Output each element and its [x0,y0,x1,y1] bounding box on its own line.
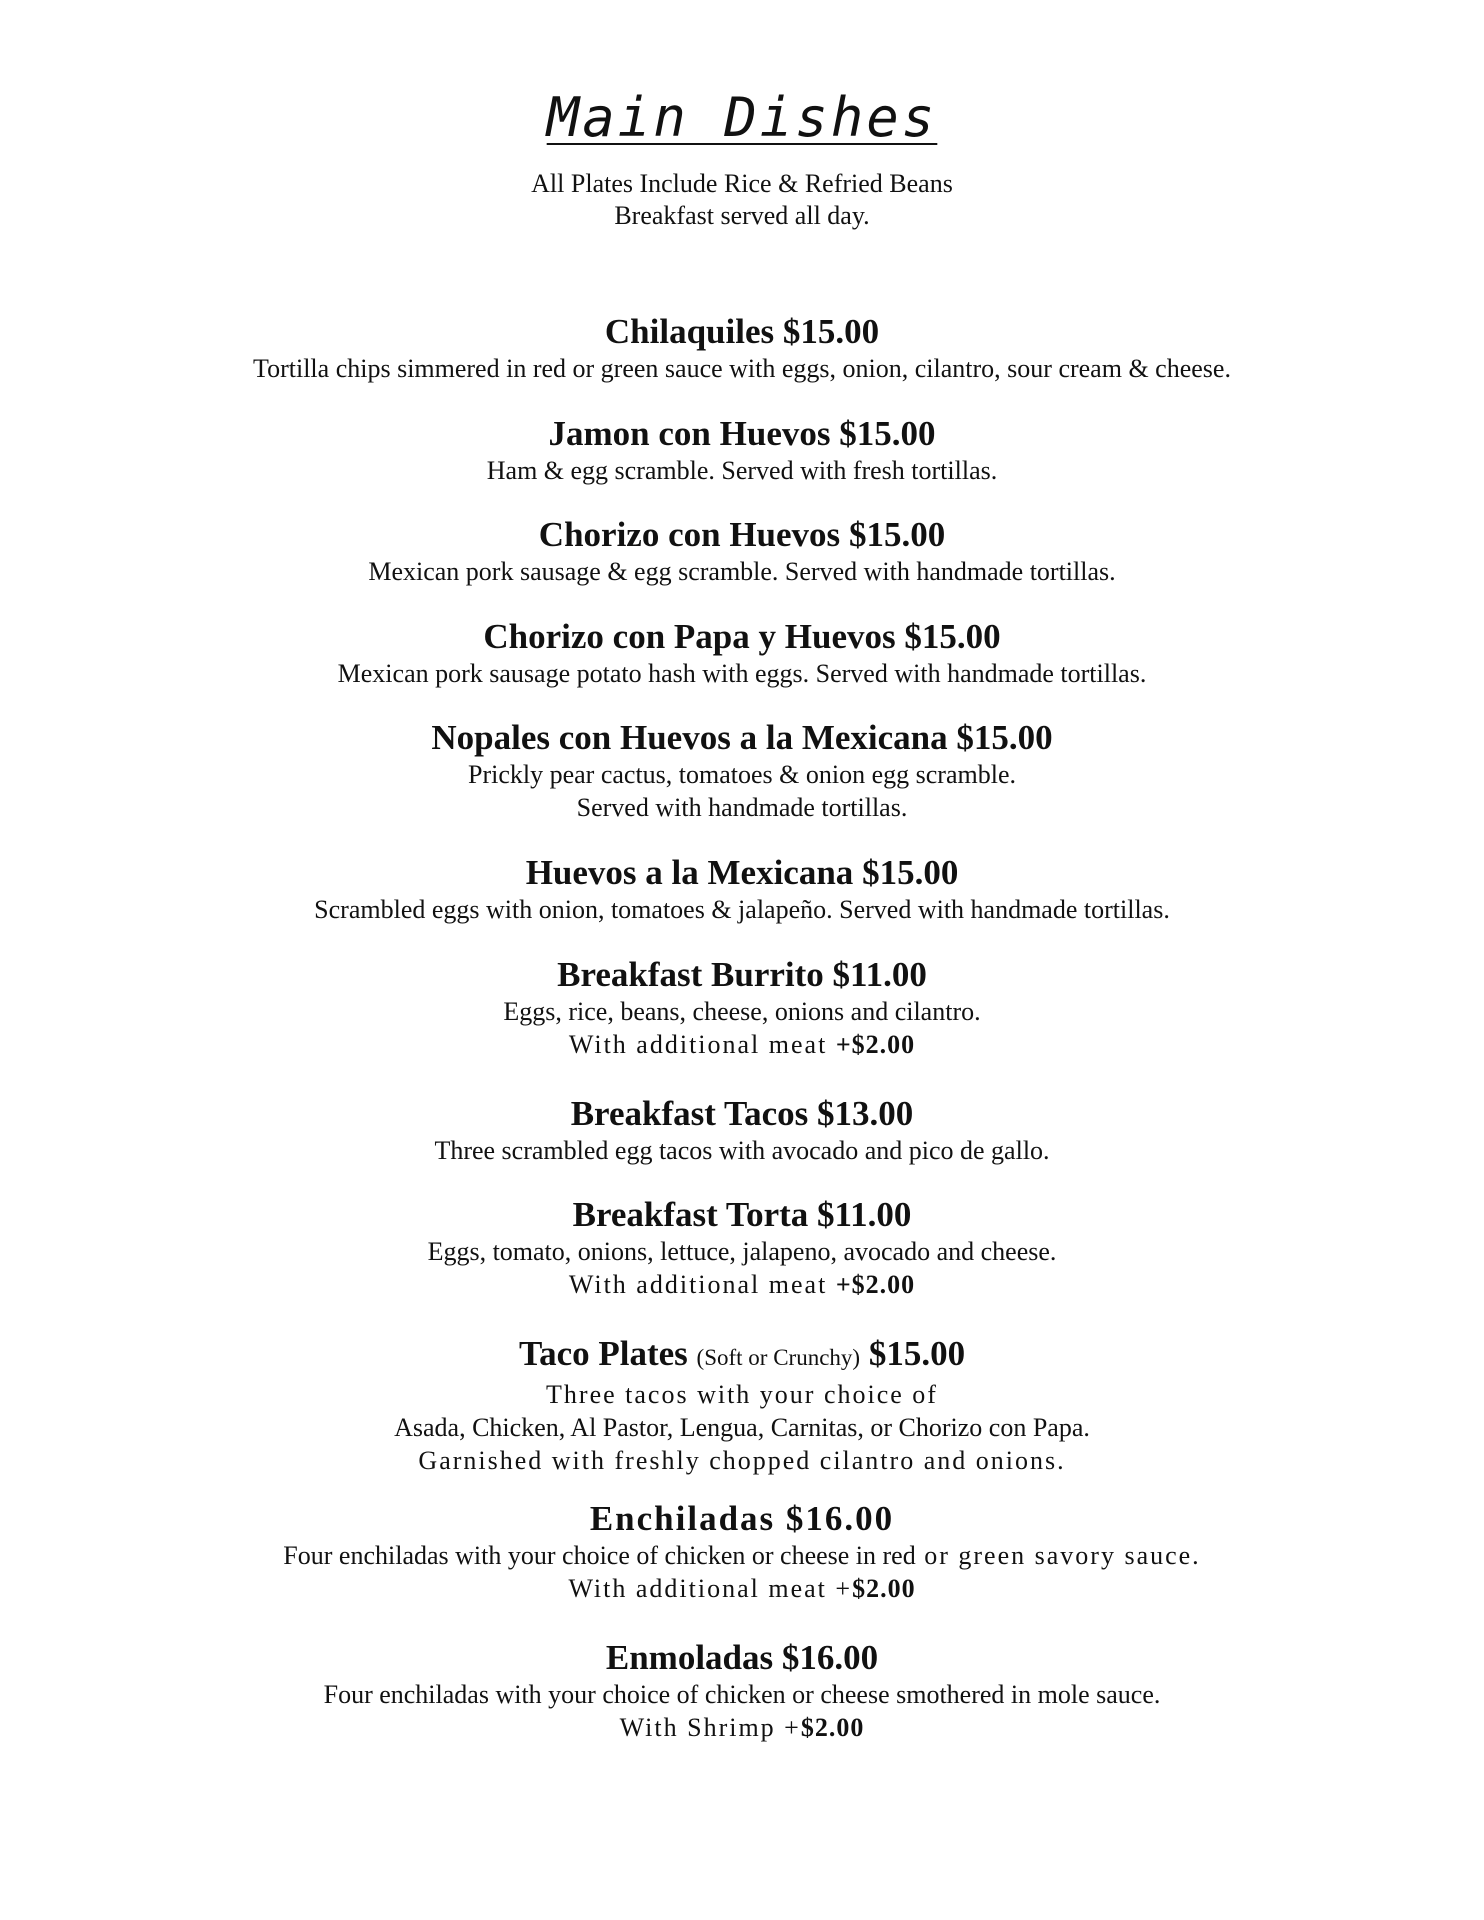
item-name: Nopales con Huevos a la Mexicana [431,718,948,757]
item-name: Taco Plates [518,1334,688,1373]
item-description [0,1539,1484,1572]
item-price: $11.00 [832,955,927,994]
item-price: $15.00 [868,1334,966,1373]
item-description: Eggs, tomato, onions, lettuce, jalapeno, avocado and cheese. [427,1237,1057,1266]
item-price: $11.00 [817,1195,912,1234]
item-name: Chorizo con Huevos [538,515,841,554]
item-extra [0,1711,1484,1744]
item-description: Mexican pork sausage & egg scramble. Served with handmade tortillas. [368,557,1116,586]
item-name: Enchiladas [589,1499,776,1538]
item-name: Enmoladas [605,1638,774,1677]
item-title [0,955,1484,995]
item-price: $15.00 [904,617,1001,656]
extra-label: With Shrimp + [619,1713,801,1742]
menu-item-huevos-a-la-mexicana [0,853,1484,926]
extra-price: +$2.00 [835,1030,916,1059]
menu-item-enchiladas [0,1499,1484,1605]
item-title [0,1638,1484,1678]
item-description-line-1: Three tacos with your choice of [546,1380,938,1409]
item-name: Jamon con Huevos [548,414,831,453]
item-title [0,853,1484,893]
item-title [0,1094,1484,1134]
menu-item-breakfast-tacos [0,1094,1484,1167]
menu-item-enmoladas [0,1638,1484,1744]
item-price: $13.00 [817,1094,914,1133]
item-description: Tortilla chips simmered in red or green sauce with eggs, onion, cilantro, sour cream & cheese. [253,354,1231,383]
item-name: Chorizo con Papa y Huevos [483,617,896,656]
extra-label: With additional meat [568,1030,828,1059]
item-name: Breakfast Torta [572,1195,809,1234]
item-name: Breakfast Burrito [557,955,824,994]
item-title [0,1334,1484,1378]
item-title [0,1195,1484,1235]
item-title [0,515,1484,555]
item-description-line-2: Served with handmade tortillas. [576,793,908,822]
item-title [0,718,1484,758]
item-price: $16.00 [781,1638,879,1677]
menu-item-nopales [0,718,1484,824]
item-description: Three scrambled egg tacos with avocado and pico de gallo. [434,1136,1050,1165]
item-extra [0,1028,1484,1061]
item-price: $15.00 [848,515,946,554]
item-description-line-3: Garnished with freshly chopped cilantro and onions. [418,1446,1066,1475]
item-title [0,617,1484,657]
extra-price: +$2.00 [835,1270,916,1299]
menu-item-chilaquiles [0,312,1484,385]
item-price: $15.00 [862,853,959,892]
menu-item-taco-plates [0,1334,1484,1477]
extra-price: $2.00 [852,1574,916,1603]
item-title [0,1499,1484,1539]
subtitle-includes: All Plates Include Rice & Refried Beans [531,169,953,198]
item-description-line-2: Asada, Chicken, Al Pastor, Lengua, Carnitas, or Chorizo con Papa. [394,1413,1090,1442]
menu-item-chorizo-con-papa [0,617,1484,690]
item-price: $15.00 [956,718,1053,757]
item-price: $15.00 [839,414,936,453]
item-description: Scrambled eggs with onion, tomatoes & jalapeño. Served with handmade tortillas. [314,895,1170,924]
page-title: Main Dishes [546,86,938,149]
item-description: Mexican pork sausage potato hash with eggs. Served with handmade tortillas. [337,659,1147,688]
item-description-part-2: or green savory sauce. [915,1541,1201,1570]
extra-label: With additional meat [568,1270,828,1299]
menu-item-breakfast-torta [0,1195,1484,1301]
item-price: $16.00 [785,1499,895,1538]
item-description: Four enchiladas with your choice of chicken or cheese smothered in mole sauce. [323,1680,1161,1709]
item-name: Breakfast Tacos [570,1094,809,1133]
item-description-part-1: Four enchiladas with your choice of chicken or cheese in red [283,1541,916,1570]
item-description: Eggs, rice, beans, cheese, onions and cilantro. [503,997,981,1026]
item-extra [0,1268,1484,1301]
item-name: Chilaquiles [604,312,775,351]
extra-label: With additional meat + [568,1574,853,1603]
item-description-line-1: Prickly pear cactus, tomatoes & onion egg scramble. [467,760,1016,789]
menu-item-jamon-con-huevos [0,414,1484,487]
extra-price: $2.00 [800,1713,865,1742]
item-title [0,312,1484,352]
item-title [0,414,1484,454]
menu-item-breakfast-burrito [0,955,1484,1061]
menu-item-chorizo-con-huevos [0,515,1484,588]
item-description: Ham & egg scramble. Served with fresh tortillas. [486,456,998,485]
item-extra [0,1572,1484,1605]
subtitle-breakfast: Breakfast served all day. [614,201,870,230]
item-price: $15.00 [782,312,880,351]
item-name: Huevos a la Mexicana [525,853,854,892]
item-note: (Soft or Crunchy) [696,1345,861,1370]
